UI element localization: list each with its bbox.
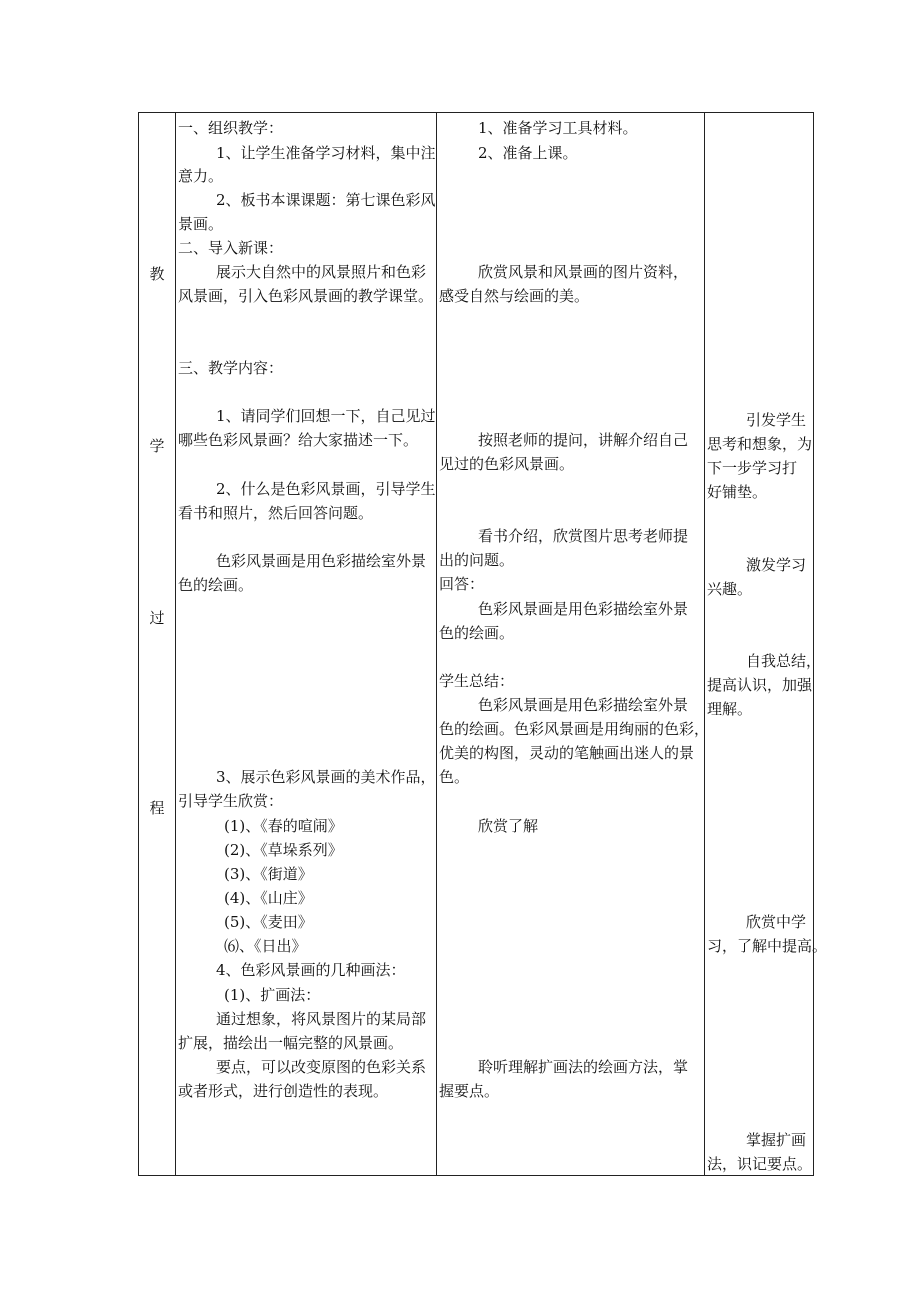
teacher-line: 4、色彩风景画的几种画法： [216,961,406,979]
student-line: 感受自然与绘画的美。 [439,287,590,305]
table-border-left [138,112,139,1176]
student-line: 优美的构图，灵动的笔触画出迷人的景 [439,744,695,762]
intent-line: 思考和想象，为 [707,435,813,453]
student-line: 看书介绍，欣赏图片思考老师提 [478,527,689,545]
teacher-line: 意力。 [178,167,224,185]
student-line: 握要点。 [439,1082,500,1100]
student-line: 按照老师的提问，讲解介绍自己 [478,431,689,449]
teacher-line: 扩展，描绘出一幅完整的风景画。 [178,1034,404,1052]
teacher-line: 色彩风景画是用色彩描绘室外景 [216,552,427,570]
teacher-line: 一、组织教学： [178,119,284,137]
student-line: 欣赏了解 [478,817,539,835]
teacher-line: (1)、扩画法： [224,986,321,1004]
intent-line: 自我总结， [746,652,822,670]
intent-line: 欣赏中学 [746,913,807,931]
artwork-item: (5)、《麦田》 [224,913,313,931]
intent-line: 下一步学习打 [707,459,798,477]
intent-line: 兴趣。 [707,580,753,598]
teacher-line: 二、导入新课： [178,239,284,257]
table-border-top [138,112,814,113]
intent-line: 法，识记要点。 [707,1155,813,1173]
column-divider-1 [175,112,176,1176]
artwork-item: ⑹、《日出》 [224,937,307,955]
column-divider-3 [704,112,705,1176]
student-line: 2、准备上课。 [478,144,578,162]
teacher-line: 1、请同学们回想一下，自己见过 [216,407,436,425]
teacher-line: 通过想象，将风景图片的某局部 [216,1010,427,1028]
teacher-line: 色的绘画。 [178,576,254,594]
teacher-line: 1、让学生准备学习材料，集中注 [216,144,436,162]
intent-line: 引发学生 [746,411,807,429]
student-line: 色彩风景画是用色彩描绘室外景 [478,600,689,618]
artwork-item: (1)、《春的喧闹》 [224,817,343,835]
stage-char: 过 [149,609,165,627]
teacher-line: 要点，可以改变原图的色彩关系 [216,1058,427,1076]
teacher-line: 或者形式，进行创造性的表现。 [178,1082,389,1100]
teacher-line: 展示大自然中的风景照片和色彩 [216,263,427,281]
table-border-right [813,112,814,1176]
artwork-item: (3)、《街道》 [224,865,313,883]
stage-char: 教 [149,265,165,283]
teacher-line: 景画。 [178,215,224,233]
teacher-line: 看书和照片，然后回答问题。 [178,504,374,522]
teacher-line: 2、什么是色彩风景画，引导学生 [216,480,436,498]
student-line: 色的绘画。 [439,624,515,642]
teacher-line: 三、教学内容： [178,359,284,377]
student-line: 回答： [439,575,485,593]
stage-char: 学 [149,437,165,455]
intent-line: 理解。 [707,700,753,718]
teacher-line: 2、板书本课课题：第七课色彩风 [216,191,436,209]
student-line: 学生总结： [439,672,515,690]
teacher-line: 哪些色彩风景画？给大家描述一下。 [178,431,419,449]
teacher-line: 风景画，引入色彩风景画的教学课堂。 [178,287,434,305]
student-line: 见过的色彩风景画。 [439,455,575,473]
artwork-item: (2)、《草垛系列》 [224,841,343,859]
intent-line: 好铺垫。 [707,483,768,501]
artwork-item: (4)、《山庄》 [224,889,313,907]
intent-line: 习，了解中提高。 [707,937,828,955]
intent-line: 掌握扩画 [746,1131,807,1149]
student-line: 色的绘画。色彩风景画是用绚丽的色彩， [439,720,710,738]
teacher-line: 3、展示色彩风景画的美术作品， [216,768,436,786]
intent-line: 提高认识，加强 [707,676,813,694]
intent-line: 激发学习 [746,556,807,574]
student-line: 色。 [439,768,470,786]
stage-char: 程 [149,799,165,817]
column-divider-2 [436,112,437,1176]
teacher-line: 引导学生欣赏： [178,792,284,810]
student-line: 色彩风景画是用色彩描绘室外景 [478,696,689,714]
student-line: 1、准备学习工具材料。 [478,119,638,137]
student-line: 欣赏风景和风景画的图片资料， [478,263,689,281]
student-line: 出的问题。 [439,551,515,569]
student-line: 聆听理解扩画法的绘画方法，掌 [478,1058,689,1076]
